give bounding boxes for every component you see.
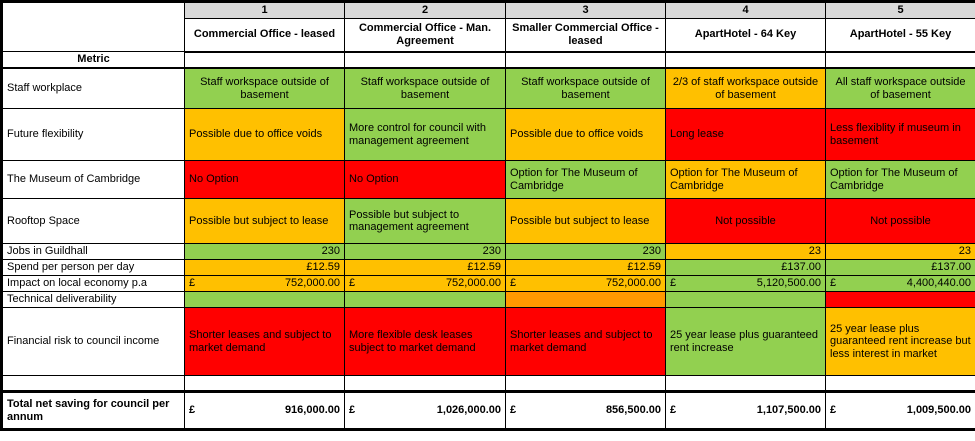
currency-cell-layout	[349, 404, 501, 417]
status-cell: Staff workspace outside of basement	[185, 68, 345, 109]
currency-symbol: £	[670, 404, 677, 417]
table-row	[2, 161, 975, 199]
table-row	[2, 260, 975, 276]
status-cell: Staff workspace outside of basement	[506, 68, 666, 109]
metric-row-label: Staff workplace	[2, 68, 185, 109]
status-cell: 23	[826, 244, 975, 260]
status-cell: £12.59	[345, 260, 506, 276]
currency-value: 4,400,440.00	[906, 277, 971, 290]
currency-cell-layout	[510, 277, 661, 290]
status-cell	[185, 292, 345, 308]
total-row-label: Total net saving for council per annum	[2, 392, 185, 430]
status-cell	[666, 276, 826, 292]
currency-symbol: £	[830, 404, 837, 417]
status-cell	[666, 292, 826, 308]
total-value-cell	[345, 392, 506, 430]
status-cell: Possible due to office voids	[506, 109, 666, 161]
metric-row-label: Technical deliverability	[2, 292, 185, 308]
status-cell: Possible due to office voids	[185, 109, 345, 161]
metric-empty-cell	[345, 52, 506, 68]
currency-symbol: £	[510, 277, 517, 290]
currency-cell-layout	[189, 277, 340, 290]
option-number-header: 3	[506, 2, 666, 19]
status-cell: 23	[666, 244, 826, 260]
spacer-cell	[826, 376, 975, 392]
total-value-cell	[185, 392, 345, 430]
spacer-cell	[185, 376, 345, 392]
status-cell: No Option	[345, 161, 506, 199]
currency-symbol: £	[349, 404, 356, 417]
status-cell: £12.59	[506, 260, 666, 276]
total-value-cell	[666, 392, 826, 430]
spacer-cell	[506, 376, 666, 392]
status-cell: £12.59	[185, 260, 345, 276]
status-cell	[185, 276, 345, 292]
currency-cell-layout	[670, 404, 821, 417]
currency-cell-layout	[510, 404, 661, 417]
metric-row-label: Impact on local economy p.a	[2, 276, 185, 292]
table-row	[2, 308, 975, 376]
currency-value: 752,000.00	[284, 277, 340, 290]
currency-value: 752,000.00	[605, 277, 661, 290]
corner-cell	[2, 2, 185, 52]
status-cell	[506, 276, 666, 292]
metric-row-label: The Museum of Cambridge	[2, 161, 185, 199]
currency-value: 1,107,500.00	[756, 404, 821, 417]
table-row	[2, 292, 975, 308]
status-cell: £137.00	[826, 260, 975, 276]
total-value-cell	[826, 392, 975, 430]
metric-row-label: Spend per person per day	[2, 260, 185, 276]
currency-symbol: £	[670, 277, 677, 290]
status-cell: Shorter leases and subject to market demand	[506, 308, 666, 376]
metric-empty-cell	[506, 52, 666, 68]
metric-empty-cell	[666, 52, 826, 68]
currency-value: 752,000.00	[445, 277, 501, 290]
spacer-cell	[345, 376, 506, 392]
status-cell: Option for The Museum of Cambridge	[506, 161, 666, 199]
option-number-header: 5	[826, 2, 975, 19]
status-cell	[506, 292, 666, 308]
status-cell: 230	[185, 244, 345, 260]
status-cell: 25 year lease plus guaranteed rent increase but less interest in market	[826, 308, 975, 376]
currency-cell-layout	[189, 404, 340, 417]
status-cell: More control for council with management agreement	[345, 109, 506, 161]
metric-row-label: Rooftop Space	[2, 199, 185, 244]
table-row	[2, 109, 975, 161]
status-cell: No Option	[185, 161, 345, 199]
spacer-cell	[2, 376, 185, 392]
option-title-header: Smaller Commercial Office - leased	[506, 19, 666, 52]
status-cell: More flexible desk leases subject to market demand	[345, 308, 506, 376]
metric-row-label: Future flexibility	[2, 109, 185, 161]
status-cell	[826, 276, 975, 292]
status-cell: Long lease	[666, 109, 826, 161]
currency-symbol: £	[830, 277, 837, 290]
status-cell: Less flexiblity if museum in basement	[826, 109, 975, 161]
table-row	[2, 68, 975, 109]
metric-row-label: Financial risk to council income	[2, 308, 185, 376]
metric-column-header: Metric	[2, 52, 185, 68]
option-title-header: ApartHotel - 55 Key	[826, 19, 975, 52]
currency-value: 856,500.00	[605, 404, 661, 417]
status-cell	[345, 292, 506, 308]
currency-value: 5,120,500.00	[756, 277, 821, 290]
option-number-header: 4	[666, 2, 826, 19]
table-row	[2, 244, 975, 260]
currency-value: 1,026,000.00	[436, 404, 501, 417]
option-number-header: 2	[345, 2, 506, 19]
status-cell: Staff workspace outside of basement	[345, 68, 506, 109]
metric-empty-cell	[185, 52, 345, 68]
status-cell: Possible but subject to management agreement	[345, 199, 506, 244]
currency-cell-layout	[349, 277, 501, 290]
status-cell: Not possible	[826, 199, 975, 244]
option-title-header: ApartHotel - 64 Key	[666, 19, 826, 52]
status-cell: 230	[506, 244, 666, 260]
currency-symbol: £	[189, 277, 196, 290]
status-cell: £137.00	[666, 260, 826, 276]
status-cell: Shorter leases and subject to market demand	[185, 308, 345, 376]
status-cell: Not possible	[666, 199, 826, 244]
table-row	[2, 199, 975, 244]
metric-row-label: Jobs in Guildhall	[2, 244, 185, 260]
status-cell	[345, 276, 506, 292]
status-cell	[826, 292, 975, 308]
metric-empty-cell	[826, 52, 975, 68]
currency-cell-layout	[670, 277, 821, 290]
spacer-cell	[666, 376, 826, 392]
total-value-cell	[506, 392, 666, 430]
currency-cell-layout	[830, 404, 971, 417]
currency-value: 1,009,500.00	[906, 404, 971, 417]
option-title-header: Commercial Office - Man. Agreement	[345, 19, 506, 52]
status-cell: 2/3 of staff workspace outside of basement	[666, 68, 826, 109]
status-cell: Option for The Museum of Cambridge	[826, 161, 975, 199]
table-row	[2, 276, 975, 292]
currency-symbol: £	[189, 404, 196, 417]
status-cell: Option for The Museum of Cambridge	[666, 161, 826, 199]
currency-value: 916,000.00	[284, 404, 340, 417]
status-cell: Possible but subject to lease	[506, 199, 666, 244]
currency-symbol: £	[349, 277, 356, 290]
status-cell: 230	[345, 244, 506, 260]
currency-cell-layout	[830, 277, 971, 290]
status-cell: 25 year lease plus guaranteed rent increase	[666, 308, 826, 376]
option-title-header: Commercial Office - leased	[185, 19, 345, 52]
status-cell: All staff workspace outside of basement	[826, 68, 975, 109]
status-cell: Possible but subject to lease	[185, 199, 345, 244]
currency-symbol: £	[510, 404, 517, 417]
option-number-header: 1	[185, 2, 345, 19]
total-row	[2, 392, 975, 430]
